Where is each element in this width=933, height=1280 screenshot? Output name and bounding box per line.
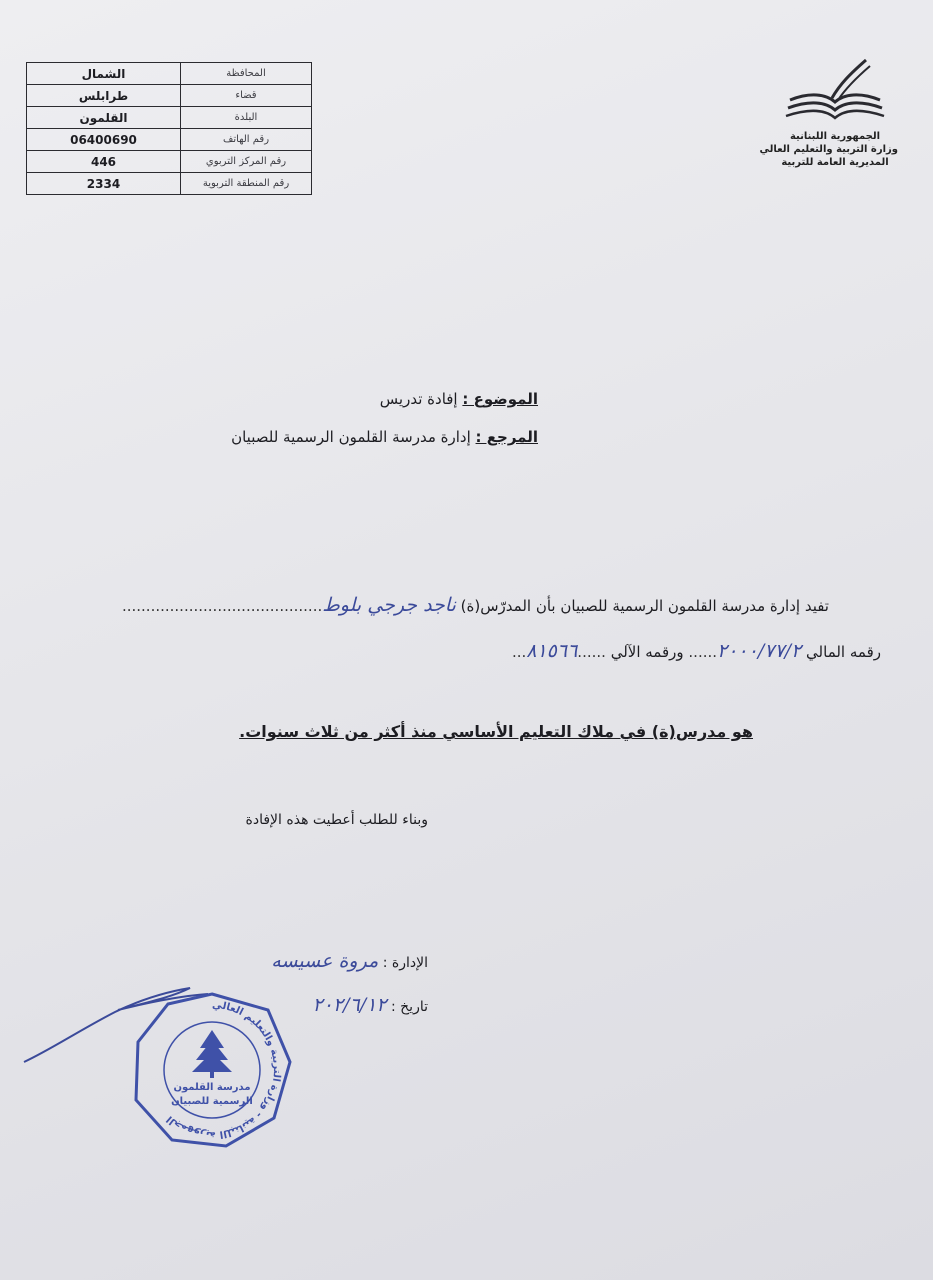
subject-label: الموضوع :: [462, 390, 538, 408]
certification-line-1: [122, 594, 829, 616]
financial-number-label: رقمه المالي: [806, 643, 881, 661]
teacher-statement: هو مدرس(ة) في ملاك التعليم الأساسي منذ أكثر من ثلاث سنوات.: [239, 722, 753, 741]
date-label: تاريخ :: [390, 999, 428, 1015]
stamp-inner-line-1: مدرسة القلمون: [173, 1082, 251, 1093]
admin-label: الإدارة :: [382, 955, 428, 971]
info-key: المحافظة: [181, 63, 312, 85]
book-pen-icon: [780, 56, 890, 130]
certification-text: تفيد إدارة مدرسة القلمون الرسمية للصبيان بأن المدرّس(ة): [460, 597, 829, 615]
ministry-logo: [759, 56, 898, 192]
info-key: البلدة: [181, 107, 312, 129]
info-row: [27, 129, 312, 151]
school-info-table: [26, 62, 312, 195]
reference-line: [231, 428, 538, 446]
teacher-name: ناجد جرجي بلوط: [322, 594, 456, 616]
certification-line-2: رقمه المالي ٢٠٠٠/٧٧/٢...... ورقمه الآلي ......٨١٥٦٦...: [511, 640, 881, 662]
date-line: [312, 994, 428, 1016]
stamp-outer-text-path: الجمهورية اللبنانية - وزارة التربية والتعليم العالي: [164, 999, 283, 1141]
name-dots: ..........................................: [121, 597, 323, 615]
info-key: قضاء: [181, 85, 312, 107]
info-value: طرابلس: [27, 85, 181, 107]
info-key: رقم المنطقة التربوية: [181, 173, 312, 195]
info-key: رقم المركز التربوي: [181, 151, 312, 173]
info-value: 446: [27, 151, 181, 173]
info-key: رقم الهاتف: [181, 129, 312, 151]
info-value: الشمال: [27, 63, 181, 85]
closing-line: وبناء للطلب أعطيت هذه الإفادة: [245, 812, 428, 828]
financial-number: ٢٠٠٠/٧٧/٢: [717, 640, 802, 662]
info-value: 06400690: [27, 129, 181, 151]
reference-label: المرجع :: [475, 428, 538, 446]
subject-line: [380, 390, 538, 408]
auto-number: ٨١٥٦٦: [526, 640, 578, 662]
school-stamp: [128, 990, 296, 1150]
info-row: [27, 151, 312, 173]
info-value: 2334: [27, 173, 181, 195]
info-row: [27, 107, 312, 129]
logo-line-3: المديرية العامة للتربية: [781, 157, 889, 168]
logo-line-1: الجمهورية اللبنانية: [789, 131, 881, 142]
logo-line-2: وزارة التربية والتعليم العالي: [759, 144, 898, 155]
reference-value: إدارة مدرسة القلمون الرسمية للصبيان: [231, 428, 471, 446]
info-row: [27, 85, 312, 107]
stamp-inner-line-2: الرسمية للصبيان: [171, 1096, 253, 1107]
admin-line: [271, 950, 428, 972]
auto-number-label: ورقمه الآلي: [610, 643, 684, 661]
info-value: القلمون: [27, 107, 181, 129]
info-row: [27, 173, 312, 195]
cedar-tree-icon: [192, 1030, 232, 1072]
date-value: ٢٠٢/٦/١٢: [312, 994, 387, 1016]
info-row: [27, 63, 312, 85]
admin-name: مروة عسيسه: [271, 950, 379, 972]
subject-value: إفادة تدريس: [379, 390, 458, 408]
